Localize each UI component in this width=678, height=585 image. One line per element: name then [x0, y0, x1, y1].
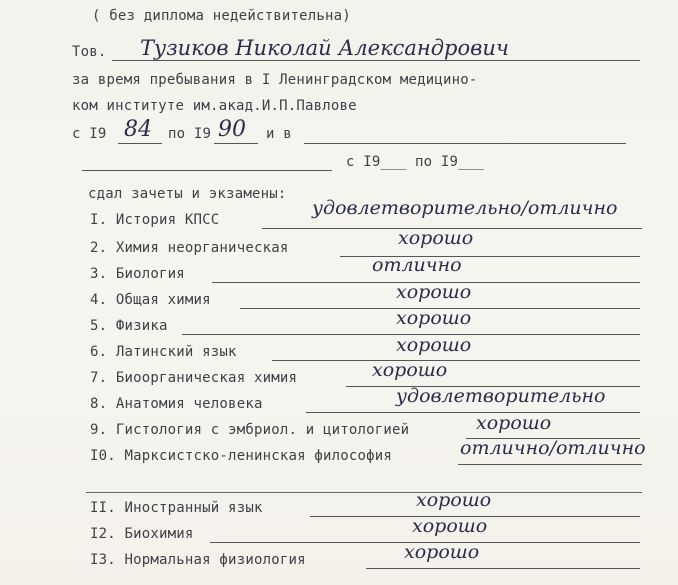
grade-underline — [272, 360, 640, 361]
tov-label: Тов. — [72, 44, 107, 60]
subject-name: 6. Латинский язык — [90, 344, 237, 360]
separator-line — [86, 492, 642, 493]
subject-grade: отлично — [372, 254, 462, 276]
blank-line — [82, 170, 332, 171]
stay-line: за время пребывания в I Ленинградском медицино- — [72, 72, 478, 88]
subject-grade: удовлетворительно/отлично — [312, 197, 618, 219]
grade-underline — [366, 568, 640, 569]
subject-grade: хорошо — [396, 307, 472, 329]
subject-grade: хорошо — [396, 334, 472, 356]
subject-grade: хорошо — [396, 281, 472, 303]
subject-name: I3. Нормальная физиология — [90, 552, 306, 568]
grade-underline — [306, 412, 640, 413]
year-to-underline — [214, 143, 258, 144]
subject-name: 8. Анатомия человека — [90, 396, 263, 412]
subject-name: I0. Марксистско-ленинская философия — [90, 448, 393, 464]
subject-name: I2. Биохимия — [90, 526, 194, 542]
subject-name: 4. Общая химия — [90, 292, 211, 308]
subject-grade: хорошо — [416, 489, 492, 511]
exams-heading: сдал зачеты и экзамены: — [88, 186, 287, 202]
subject-name: II. Иностранный язык — [90, 500, 263, 516]
period-from-label: с I9 — [72, 126, 107, 142]
subject-name: 3. Биология — [90, 266, 185, 282]
subject-name: 9. Гистология с эмбриол. и цитологией — [90, 422, 410, 438]
subject-name: I. История КПСС — [90, 212, 220, 228]
subject-grade: хорошо — [372, 359, 448, 381]
subject-name: 7. Биоорганическая химия — [90, 370, 298, 386]
name-underline — [112, 60, 640, 61]
subject-grade: удовлетворительно — [396, 385, 606, 407]
subject-grade: хорошо — [398, 227, 474, 249]
year-from: 84 — [124, 117, 152, 142]
grade-underline — [458, 464, 642, 465]
period-and-underline — [304, 143, 626, 144]
period-and: и в — [266, 126, 292, 142]
institute-line: ком институте им.акад.И.П.Павлове — [72, 98, 357, 114]
validity-note: ( без диплома недействительна) — [92, 8, 351, 24]
second-period: с I9___ по I9___ — [346, 154, 485, 170]
year-from-underline — [118, 143, 162, 144]
subject-name: 2. Химия неорганическая — [90, 240, 289, 256]
year-to: 90 — [218, 117, 246, 142]
subject-name: 5. Физика — [90, 318, 168, 334]
subject-grade: хорошо — [412, 515, 488, 537]
subject-grade: хорошо — [404, 541, 480, 563]
student-name: Тузиков Николай Александрович — [140, 36, 509, 60]
subject-grade: отлично/отлично — [460, 437, 646, 459]
period-to-label: по I9 — [168, 126, 212, 142]
subject-grade: хорошо — [476, 412, 552, 434]
